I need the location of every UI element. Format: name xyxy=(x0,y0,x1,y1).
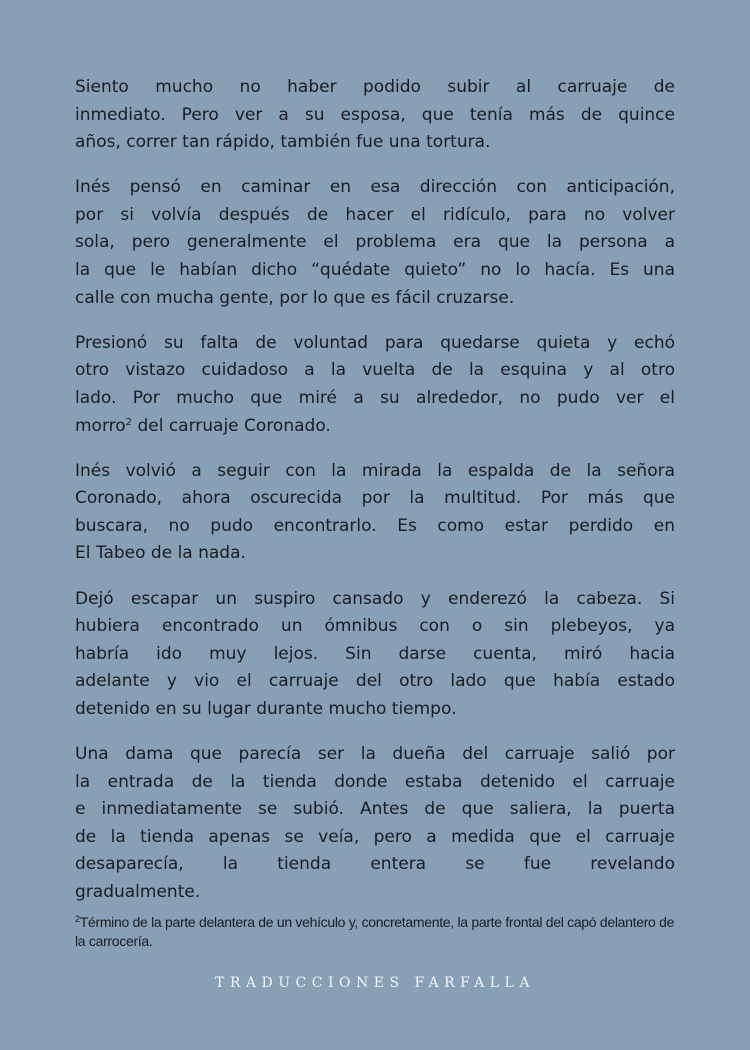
text-line: El Tabeo de la nada. xyxy=(75,543,246,564)
paragraph xyxy=(75,174,675,312)
footnote xyxy=(75,913,685,951)
text-line: Siento mucho no haber podido subir al carruaje de xyxy=(75,77,675,97)
text-line: sola, pero generalmente el problema era que la persona a xyxy=(75,232,675,253)
text-line: otro vistazo cuidadoso a la vuelta de la esquina y al otro xyxy=(75,360,675,381)
paragraph xyxy=(75,330,675,440)
text-line: Inés volvió a seguir con la mirada la espalda de la señora xyxy=(75,460,675,481)
text-line: gradualmente. xyxy=(75,881,201,902)
publisher-footer: TRADUCCIONES FARFALLA xyxy=(215,975,535,991)
text-line: adelante y vio el carruaje del otro lado que había estado xyxy=(75,671,675,692)
footnote-reference: 2 xyxy=(125,416,133,428)
body-text xyxy=(75,74,675,924)
text-line: morro$^2$ del carruaje Coronado. xyxy=(75,415,331,436)
paragraph xyxy=(75,741,675,907)
text-line: e inmediatamente se subió. Antes de que saliera, la puerta xyxy=(75,799,675,820)
text-line: lado. Por mucho que miré a su alrededor, no pudo ver el xyxy=(75,387,675,408)
text-line: Presionó su falta de voluntad para quedarse quieta y echó xyxy=(75,332,675,353)
text-line: Inés pensó en caminar en esa dirección con anticipación, xyxy=(75,177,675,198)
text-line: años, correr tan rápido, también fue una tortura. xyxy=(75,132,491,153)
text-line: calle con mucha gente, por lo que es fácil cruzarse. xyxy=(75,287,515,308)
paragraph xyxy=(75,586,675,724)
text-line: hubiera encontrado un ómnibus con o sin plebeyos, ya xyxy=(75,616,675,637)
text-line: de la tienda apenas se veía, pero a medida que el carruaje xyxy=(75,826,675,847)
text-line: habría ido muy lejos. Sin darse cuenta, miró hacia xyxy=(75,643,675,664)
text-line: inmediato. Pero ver a su esposa, que tenía más de quince xyxy=(75,104,675,125)
text-line: desaparecía, la tienda entera se fue revelando xyxy=(75,854,675,875)
text-line: la que le habían dicho “quédate quieto” no lo hacía. Es una xyxy=(75,260,675,281)
text-line: buscara, no pudo encontrarlo. Es como estar perdido en xyxy=(75,515,675,536)
footnote-text: Término de la parte delantera de un vehículo y, concretamente, la parte frontal del capó delantero de la carrocería. xyxy=(75,914,675,949)
paragraph xyxy=(75,458,675,568)
text-line: detenido en su lugar durante mucho tiempo. xyxy=(75,698,457,719)
text-line: Coronado, ahora oscurecida por la multitud. Por más que xyxy=(75,488,675,509)
text-line: Una dama que parecía ser la dueña del carruaje salió por xyxy=(75,743,675,764)
text-line: Dejó escapar un suspiro cansado y enderezó la cabeza. Si xyxy=(75,588,675,609)
footnote-number: 2 xyxy=(75,914,80,924)
paragraph xyxy=(75,74,675,157)
text-line: por si volvía después de hacer el ridículo, para no volver xyxy=(75,204,675,225)
text-line: la entrada de la tienda donde estaba detenido el carruaje xyxy=(75,771,675,792)
